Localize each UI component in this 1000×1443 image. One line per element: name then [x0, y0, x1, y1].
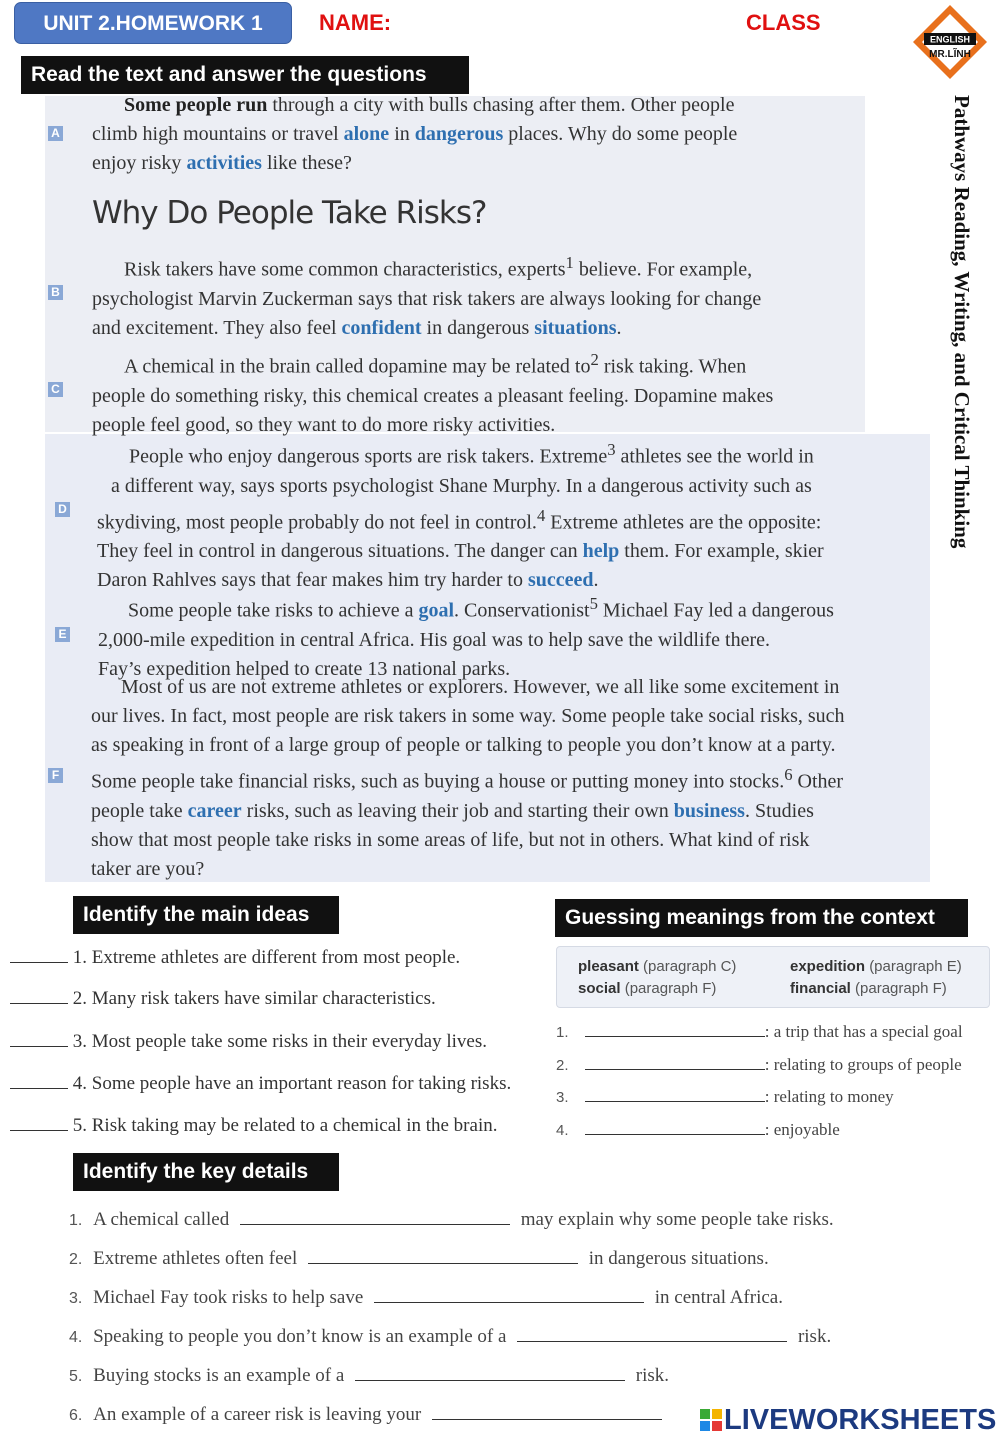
logo-text-top: ENGLISH [929, 34, 971, 45]
main-idea-answer-blank-4[interactable] [10, 1088, 68, 1089]
paragraph-marker-b: B [48, 285, 63, 300]
paragraph-e: Some people take risks to achieve a goal. Conservationist$^5$ Michael Fay led a dangerous 2,000-mile expedition in central Africa. His goal was to help save the wildlife there. Fay’s expedition helped to create 13 national parks. [98, 594, 834, 680]
liveworksheets-icon [700, 1406, 722, 1428]
paragraph-marker-a: A [48, 126, 63, 141]
key-detail-answer-blank-5[interactable] [355, 1380, 625, 1381]
definition-answer-blank-3[interactable] [585, 1101, 765, 1102]
key-detail-answer-blank-3[interactable] [374, 1302, 644, 1303]
definition-item-3: 3. : relating to money [556, 1087, 894, 1106]
key-detail-answer-blank-6[interactable] [432, 1419, 662, 1420]
key-details-banner: Identify the key details [73, 1153, 339, 1191]
vocab-word-social: social (paragraph F) [578, 980, 717, 997]
main-idea-answer-blank-2[interactable] [10, 1003, 68, 1004]
key-detail-answer-blank-4[interactable] [517, 1341, 787, 1342]
main-idea-item-4: 4. Some people have an important reason for taking risks. [10, 1073, 511, 1095]
key-detail-item-5: 5. Buying stocks is an example of a risk. [69, 1365, 670, 1386]
guessing-banner: Guessing meanings from the context [555, 899, 968, 937]
paragraph-b: Risk takers have some common characteristics, experts$^1$ believe. For example, psychologist Marvin Zuckerman says that risk takers are always looking for change and excitement. They also feel confident in dangerous situations. [92, 253, 762, 339]
main-idea-answer-blank-1[interactable] [10, 962, 68, 963]
book-title-vertical: Pathways Reading, Writing, and Critical Thinking [950, 95, 974, 549]
paragraph-marker-d: D [55, 502, 70, 517]
definition-item-4: 4. : enjoyable [556, 1120, 840, 1139]
vocab-word-pleasant: pleasant (paragraph C) [578, 958, 737, 975]
definition-answer-blank-1[interactable] [585, 1036, 765, 1037]
definition-item-1: 1. : a trip that has a special goal [556, 1022, 963, 1041]
paragraph-f: Most of us are not extreme athletes or explorers. However, we all like some excitement in our lives. In fact, most people are risk takers in some way. Some people take social risks, such as speaking in front of a large group of people or talking to people you don’t know at a party. Some people take financial risks, such as buying a house or putting money into stocks.$^6$ Other people take career risks, such as leaving their job and starting their own business. Studies show that most people take risks in some areas of life, but not in others. What kind of risk taker are you? [91, 676, 845, 880]
main-ideas-banner: Identify the main ideas [73, 896, 339, 934]
paragraph-c: A chemical in the brain called dopamine may be related $to^2$ risk taking. When people do something risky, this chemical creates a pleasant feeling. Dopamine makes people feel good, so they want to do more risky activities. [92, 350, 774, 436]
passage-heading: Why Do People Take Risks? [92, 195, 487, 231]
logo-text-bottom: MR.LĨNH [929, 49, 971, 60]
key-detail-answer-blank-1[interactable] [240, 1224, 510, 1225]
unit-title-badge: UNIT 2.HOMEWORK 1 [14, 2, 292, 44]
key-detail-item-6: 6. An example of a career risk is leaving your [69, 1404, 668, 1426]
key-detail-item-1: 1. A chemical called may explain why some people take risks. [69, 1209, 834, 1230]
paragraph-marker-e: E [55, 627, 70, 642]
definition-answer-blank-4[interactable] [585, 1134, 765, 1135]
main-idea-item-5: 5. Risk taking may be related to a chemical in the brain. [10, 1115, 497, 1137]
key-detail-answer-blank-2[interactable] [308, 1263, 578, 1264]
key-detail-item-3: 3. Michael Fay took risks to help save in central Africa. [69, 1287, 783, 1308]
class-label: CLASS [746, 10, 821, 35]
vocab-word-financial: financial (paragraph F) [790, 980, 947, 997]
key-detail-item-4: 4. Speaking to people you don’t know is an example of a risk. [69, 1326, 832, 1347]
main-idea-item-3: 3. Most people take some risks in their everyday lives. [10, 1031, 487, 1053]
paragraph-d: People who enjoy dangerous sports are risk takers. Extreme$^3$ athletes see the world in a different way, says sports psychologist Shane Murphy. In a dangerous activity such as skydiving, most people probably do not feel in control.$^4$ Extreme athletes are the opposite: They feel in control in dangerous situations. The danger can help them. For example, skier Daron Rahlves says that fear makes him try harder to succeed. [97, 440, 824, 592]
english-mr-linh-logo [910, 2, 990, 82]
paragraph-marker-f: F [48, 768, 63, 783]
liveworksheets-brand: LIVEWORKSHEETS [700, 1404, 996, 1437]
vocab-word-expedition: expedition (paragraph E) [790, 958, 962, 975]
paragraph-marker-c: C [48, 382, 63, 397]
key-detail-item-2: 2. Extreme athletes often feel in dangerous situations. [69, 1248, 769, 1269]
name-label: NAME: [319, 10, 392, 35]
main-idea-answer-blank-3[interactable] [10, 1046, 68, 1047]
reading-banner: Read the text and answer the questions [21, 56, 469, 94]
main-idea-item-1: 1. Extreme athletes are different from most people. [10, 947, 460, 969]
main-idea-answer-blank-5[interactable] [10, 1130, 68, 1131]
main-idea-item-2: 2. Many risk takers have similar characteristics. [10, 988, 436, 1010]
paragraph-a: Some people run through a city with bulls chasing after them. Other people climb high mountains or travel alone in dangerous places. Why do some people enjoy risky activities like these? [92, 94, 738, 174]
definition-item-2: 2. : relating to groups of people [556, 1055, 962, 1074]
definition-answer-blank-2[interactable] [585, 1069, 765, 1070]
vocabulary-box [556, 946, 990, 1008]
